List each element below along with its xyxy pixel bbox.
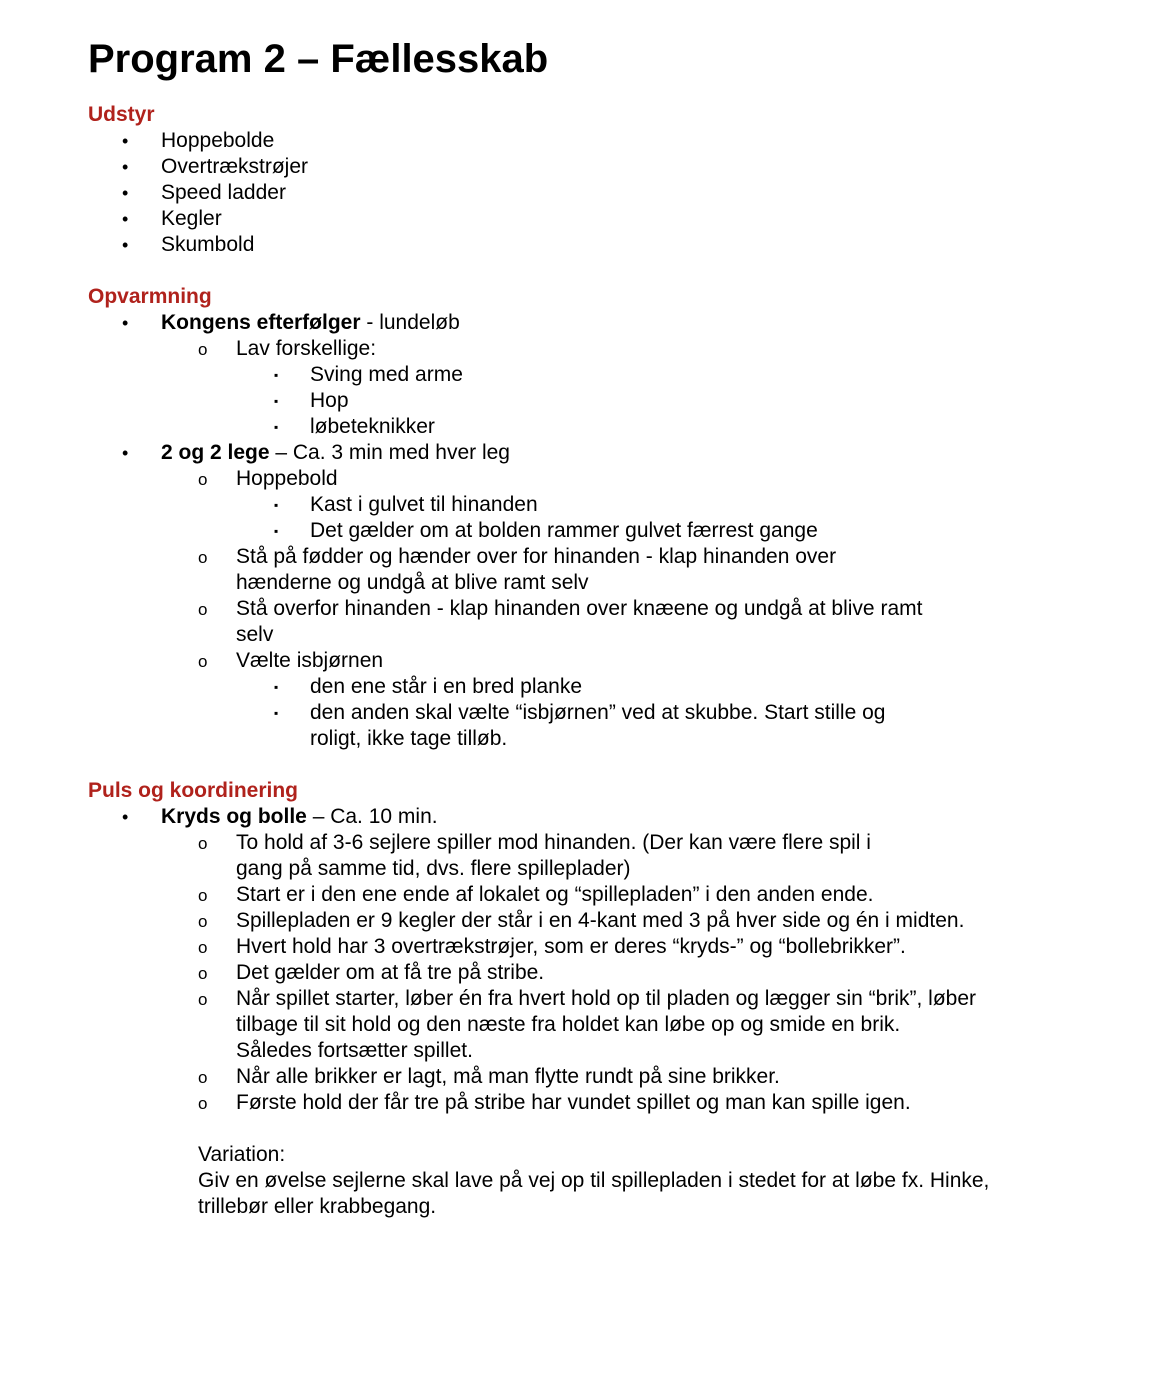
circle-bullet-icon — [198, 830, 207, 857]
bullet-icon — [122, 232, 128, 258]
bullet-icon — [122, 154, 128, 180]
section-heading-udstyr: Udstyr — [88, 103, 155, 126]
list-item: o Første hold der får tre på stribe har vundet spillet og man kan spille igen. — [161, 1090, 921, 1116]
list-item: • Overtrækstrøjer — [88, 154, 1008, 180]
list-item: • Hoppebolde — [88, 128, 1008, 154]
list-item: ▪ den anden skal vælte “isbjørnen” ved at skubbe. Start stille og roligt, ikke tage tilløb. — [236, 700, 940, 752]
list-item: o Vælte isbjørnen — [161, 648, 1008, 674]
list-item: o Det gælder om at få tre på stribe. — [161, 960, 921, 986]
list-item: • Skumbold — [88, 232, 1008, 258]
circle-bullet-icon — [198, 882, 207, 909]
list-item: ▪ Hop — [236, 388, 1008, 414]
circle-bullet-icon — [198, 544, 207, 571]
list-item: o Start er i den ene ende af lokalet og “spillepladen” i den anden ende. — [161, 882, 921, 908]
circle-bullet-icon — [198, 336, 207, 363]
circle-bullet-icon — [198, 934, 207, 961]
variation-text: Giv en øvelse sejlerne skal lave på vej op til spillepladen i stedet for at løbe fx. Hinke, trillebør eller krabbegang. — [198, 1169, 990, 1218]
list-item: o Spillepladen er 9 kegler der står i en 4-kant med 3 på hver side og én i midten. — [161, 908, 971, 934]
bullet-icon — [122, 310, 128, 336]
square-bullet-icon — [274, 674, 278, 700]
list-item: o Hoppebold — [161, 466, 1008, 492]
circle-bullet-icon — [198, 1090, 207, 1117]
circle-bullet-icon — [198, 596, 207, 623]
circle-bullet-icon — [198, 648, 207, 675]
section-heading-opvarmning: Opvarmning — [88, 285, 212, 308]
list-item: o Hvert hold har 3 overtrækstrøjer, som er deres “kryds-” og “bollebrikker”. — [161, 934, 921, 960]
circle-bullet-icon — [198, 960, 207, 987]
bullet-icon — [122, 128, 128, 154]
bullet-icon — [122, 804, 128, 830]
square-bullet-icon — [274, 362, 278, 388]
list-item: o Stå på fødder og hænder over for hinanden - klap hinanden over hænderne og undgå at blive ramt selv — [161, 544, 926, 596]
circle-bullet-icon — [198, 908, 207, 935]
list-item: • Speed ladder — [88, 180, 1008, 206]
equipment-list — [88, 128, 1008, 258]
list-item: o Når alle brikker er lagt, må man flytte rundt på sine brikker. — [161, 1064, 921, 1090]
list-item: • Kegler — [88, 206, 1008, 232]
square-bullet-icon — [274, 414, 278, 440]
list-item: • Kongens efterfølger - lundeløb — [88, 310, 1008, 336]
square-bullet-icon — [274, 388, 278, 414]
bullet-icon — [122, 180, 128, 206]
circle-bullet-icon — [198, 1064, 207, 1091]
square-bullet-icon — [274, 700, 278, 726]
document-page — [88, 30, 1008, 1220]
list-item: ▪ Det gælder om at bolden rammer gulvet færrest gange — [236, 518, 1008, 544]
list-item: o Stå overfor hinanden - klap hinanden over knæene og undgå at blive ramt selv — [161, 596, 926, 648]
list-item: ▪ løbeteknikker — [236, 414, 1008, 440]
square-bullet-icon — [274, 518, 278, 544]
list-item: • 2 og 2 lege – Ca. 3 min med hver leg — [88, 440, 1008, 466]
square-bullet-icon — [274, 492, 278, 518]
circle-bullet-icon — [198, 986, 207, 1013]
warmup-list — [88, 310, 1008, 336]
bullet-icon — [122, 440, 128, 466]
variation-label: Variation: — [198, 1143, 286, 1166]
list-item: o Lav forskellige: — [161, 336, 1008, 362]
list-item: ▪ den ene står i en bred planke — [236, 674, 1008, 700]
list-item: o To hold af 3-6 sejlere spiller mod hinanden. (Der kan være flere spil i gang på samme tid, dvs. flere spilleplader) — [161, 830, 921, 882]
bullet-icon — [122, 206, 128, 232]
section-heading-puls: Puls og koordinering — [88, 779, 299, 802]
list-item: o Når spillet starter, løber én fra hvert hold op til pladen og lægger sin “brik”, løber tilbage til sit hold og den næste fra holdet kan løbe op og smide en brik. Således fortsætter spillet. — [161, 986, 981, 1064]
list-item: • Kryds og bolle – Ca. 10 min. — [88, 804, 1008, 830]
list-item: ▪ Kast i gulvet til hinanden — [236, 492, 1008, 518]
circle-bullet-icon — [198, 466, 207, 493]
list-item: ▪ Sving med arme — [236, 362, 1008, 388]
page-title: Program 2 – Fællesskab — [88, 37, 549, 81]
